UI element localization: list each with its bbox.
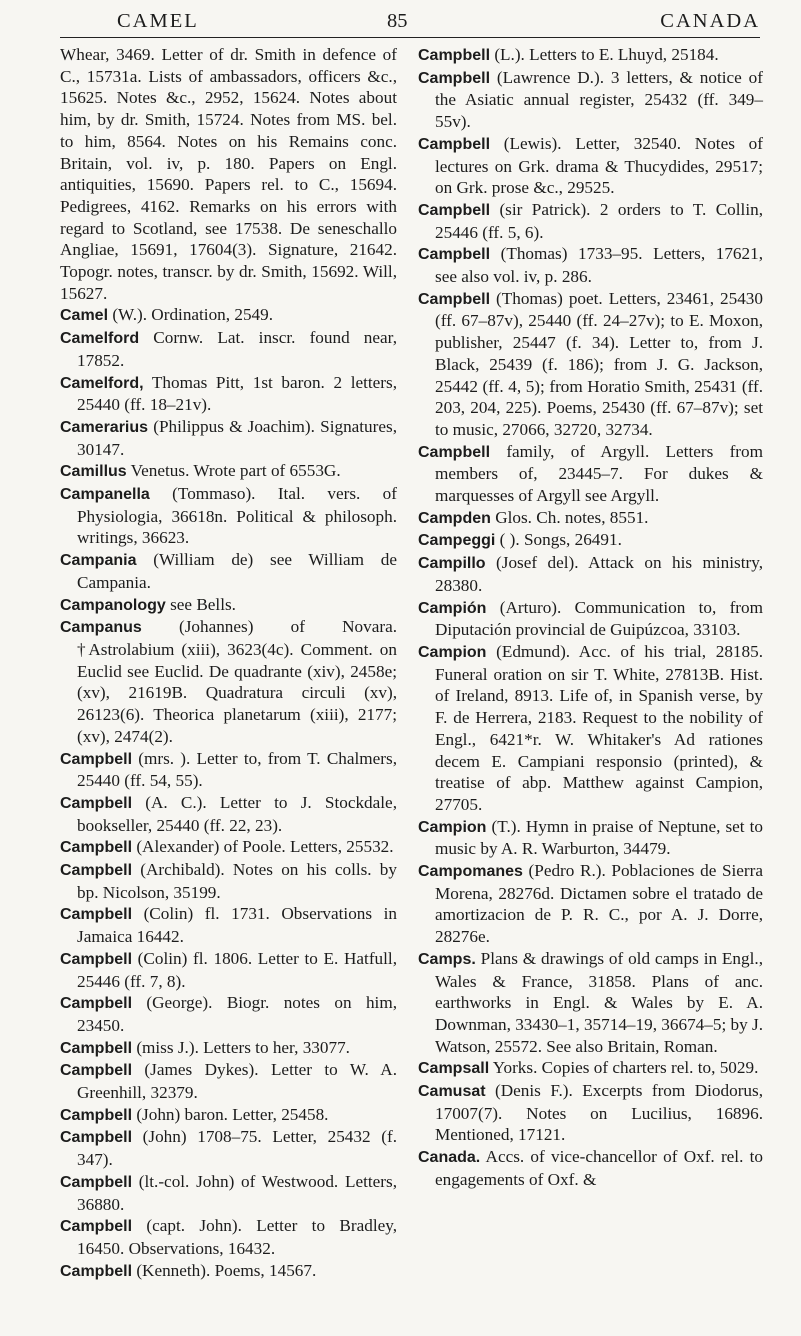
index-entry — [60, 859, 397, 903]
index-entry — [418, 1057, 763, 1080]
entry-headword: Campion — [418, 818, 487, 836]
left-column — [60, 44, 397, 1282]
index-entry — [60, 304, 397, 327]
entry-headword: Campbell — [60, 1039, 133, 1057]
entry-text: ( ). Songs, 26491. — [495, 530, 622, 550]
entry-headword: Campsall — [418, 1060, 490, 1078]
entry-headword: Campbell — [60, 1173, 133, 1191]
index-entry — [60, 549, 397, 593]
entry-headword: Campbell — [418, 246, 491, 264]
entry-headword: Campbell — [60, 995, 133, 1013]
entry-headword: Campbell — [60, 1062, 133, 1080]
entry-text: Glos. Ch. notes, 8551. — [490, 507, 649, 527]
index-entry — [60, 792, 397, 836]
entry-headword: Campbell — [418, 290, 491, 308]
entry-headword: Campbell — [418, 443, 491, 461]
header-left-word: CAMEL — [117, 10, 199, 32]
page-number: 85 — [387, 10, 408, 32]
entry-text: family, of Argyll. Letters from members of, 23445–7. For dukes & marquesses of Argyll see Argyll. — [435, 441, 763, 506]
entry-text: (Edmund). Acc. of his trial, 28185. Funeral oration on sir T. White, 27813B. Hist. of Ireland, 8913. Life of, in Spanish verse, by F. de Herrera, 2183. Request to the nobility of Engl., 6421*r. W. Whitaker's Ad rationes decem E. Campiani responsio (printed), & treatise of abp. Matthew against Campion, 27705. — [435, 641, 763, 814]
index-entry — [60, 836, 397, 859]
index-entry — [418, 529, 763, 552]
entry-headword: Campbell — [60, 906, 133, 924]
entry-headword: Campbell — [418, 69, 491, 87]
index-entry — [418, 1146, 763, 1190]
entry-headword: Camel — [60, 307, 109, 325]
entry-text: (Lewis). Letter, 32540. Notes of lectures on Grk. drama & Thucydides, 29517; on Grk. prose &c., 29525. — [435, 133, 763, 198]
entry-headword: Camps. — [418, 950, 476, 968]
entry-text: (T.). Hymn in praise of Neptune, set to music by A. R. Warburton, 34479. — [435, 816, 763, 859]
index-entry — [418, 507, 763, 530]
index-entry — [60, 416, 397, 460]
entry-headword: Campbell — [60, 950, 133, 968]
entry-headword: Campanus — [60, 619, 142, 637]
entry-text: (John) 1708–75. Letter, 25432 (f. 347). — [77, 1127, 397, 1170]
index-entry — [60, 1037, 397, 1060]
entry-text: (Thomas) 1733–95. Letters, 17621, see also vol. iv, p. 286. — [435, 244, 763, 287]
entry-text: (sir Patrick). 2 orders to T. Collin, 25446 (ff. 5, 6). — [435, 199, 763, 242]
index-entry — [418, 641, 763, 816]
index-entry — [60, 992, 397, 1036]
entry-text: Thomas Pitt, 1st baron. 2 letters, 25440 (ff. 18–21v). — [77, 372, 397, 415]
entry-text: Cornw. Lat. inscr. found near, 17852. — [77, 328, 397, 370]
entry-text: Whear, 3469. Letter of dr. Smith in defence of C., 15731a. Lists of ambassadors, officers &c., 15625. Notes &c., 2952, 15624. Notes about him, by dr. Smith, 15724. Notes from MS. bel. to him, 8564. Notes on his Remains conc. Britain, vol. iv, p. 180. Papers on Engl. antiquities, 15690. Papers rel. to C., 15694. Pedigrees, 4162. Remarks on his errors with regard to Scotland, see 17538. De seneschallo Angliae, 15691, 17604(3). Signature, 21642. Topogr. notes, transcr. by dr. Smith, 15692. Will, 15627. — [60, 45, 397, 303]
index-entry — [60, 327, 397, 371]
entry-headword: Campillo — [418, 555, 486, 573]
entry-headword: Campbell — [60, 794, 133, 812]
index-entry — [60, 1126, 397, 1170]
index-entry — [418, 860, 763, 948]
entry-text: Plans & drawings of old camps in Engl., Wales & France, 31858. Plans of anc. earthworks in Engl. & Wales by E. A. Downman, 33430–1, 35714–19, 36674–5; by J. Watson, 25572. See also Britain, Roman. — [435, 948, 763, 1056]
index-entry — [418, 552, 763, 596]
entry-text: (lt.-col. John) of Westwood. Letters, 36880. — [77, 1171, 397, 1214]
running-header — [60, 10, 760, 36]
entry-text: Yorks. Copies of charters rel. to, 5029. — [489, 1058, 759, 1078]
entry-headword: Campania — [60, 552, 137, 570]
index-entry — [418, 441, 763, 507]
entry-text: (Pedro R.). Poblaciones de Sierra Morena, 28276d. Dictamen sobre el tratado de amortizacion de P. R. C., por A. J. Dorre, 28276e. — [435, 861, 763, 947]
entry-text: (capt. John). Letter to Bradley, 16450. Observations, 16432. — [77, 1216, 397, 1258]
entry-text: (mrs. ). Letter to, from T. Chalmers, 25440 (ff. 54, 55). — [77, 748, 397, 791]
entry-headword: Campion — [418, 643, 487, 661]
entry-headword: Campanella — [60, 486, 150, 504]
entry-text: (Thomas) poet. Letters, 23461, 25430 (ff. 67–87v), 25440 (ff. 24–27v); to E. Moxon, publisher, 25447 (f. 34). Letter to, from J. Black, 25439 (f. 186); from J. G. Jackson, 25442 (ff. 4, 5); from Horatio Smith, 25431 (ff. 203, 204, 225). Poems, 25430 (ff. 67–87v); set to music, 27066, 32720, 32734. — [435, 288, 763, 439]
entry-text: (Philippus & Joachim). Signatures, 30147. — [77, 416, 397, 459]
entry-headword: Campbell — [418, 135, 491, 153]
index-entry — [60, 948, 397, 992]
right-column — [418, 44, 763, 1191]
index-entry — [418, 44, 763, 67]
entry-headword: Campbell — [60, 1218, 133, 1236]
entry-text: (John) baron. Letter, 25458. — [132, 1104, 329, 1124]
index-entry — [60, 44, 397, 304]
entry-headword: Canada. — [418, 1149, 481, 1167]
entry-text: (Johannes) of Novara. †Astrolabium (xiii), 3623(4c). Comment. on Euclid see Euclid. De quadrante (xiv), 2458e; (xv), 21619B. Quadratura circuli (xv), 26123(6). Theorica planetarum (xiii), 2177; (xv), 2474(2). — [77, 617, 397, 746]
index-entry — [60, 1260, 397, 1283]
entry-headword: Camerarius — [60, 418, 149, 436]
entry-text: (Alexander) of Poole. Letters, 25532. — [132, 837, 394, 857]
index-entry — [60, 616, 397, 747]
entry-headword: Campbell — [60, 1129, 133, 1147]
header-right-word: CANADA — [660, 10, 760, 32]
entry-headword: Camelford, — [60, 374, 144, 392]
index-entry — [418, 133, 763, 199]
index-entry — [60, 1104, 397, 1127]
entry-text: (George). Biogr. notes on him, 23450. — [77, 993, 397, 1035]
entry-headword: Campión — [418, 599, 487, 617]
index-entry — [418, 67, 763, 133]
entry-headword: Campden — [418, 509, 491, 527]
entry-text: (James Dykes). Letter to W. A. Greenhill, 32379. — [77, 1060, 397, 1103]
entry-text: (L.). Letters to E. Lhuyd, 25184. — [490, 45, 719, 64]
entry-text: (A. C.). Letter to J. Stockdale, bookseller, 25440 (ff. 22, 23). — [77, 792, 397, 835]
index-entry — [418, 1080, 763, 1146]
entry-headword: Camusat — [418, 1083, 486, 1101]
entry-headword: Campbell — [60, 1106, 133, 1124]
entry-headword: Camillus — [60, 463, 127, 481]
entry-headword: Campomanes — [418, 863, 523, 881]
index-entry — [60, 1215, 397, 1259]
entry-text: (Tommaso). Ital. vers. of Physiologia, 36618n. Political & philosoph. writings, 36623. — [77, 484, 397, 548]
entry-text: (Kenneth). Poems, 14567. — [132, 1260, 317, 1280]
header-rule — [60, 37, 760, 38]
index-entry — [60, 1059, 397, 1103]
entry-headword: Campbell — [60, 862, 133, 880]
entry-text: (Archibald). Notes on his colls. by bp. Nicolson, 35199. — [77, 860, 397, 902]
index-entry — [418, 948, 763, 1058]
index-entry — [418, 816, 763, 860]
entry-text: (Lawrence D.). 3 letters, & notice of the Asiatic annual register, 25432 (ff. 349–55v). — [435, 67, 763, 132]
index-entry — [60, 594, 397, 617]
entry-text: (miss J.). Letters to her, 33077. — [132, 1037, 350, 1057]
entry-headword: Campbell — [60, 1262, 133, 1280]
index-entry — [60, 1171, 397, 1215]
entry-text: (Colin) fl. 1731. Observations in Jamaica 16442. — [77, 904, 397, 947]
index-entry — [418, 243, 763, 287]
entry-headword: Campeggi — [418, 532, 496, 550]
entry-text: (William de) see William de Campania. — [77, 550, 397, 592]
entry-headword: Camelford — [60, 330, 140, 348]
entry-text: (Colin) fl. 1806. Letter to E. Hatfull, 25446 (ff. 7, 8). — [77, 948, 397, 991]
entry-text: (Josef del). Attack on his ministry, 28380. — [435, 553, 763, 595]
entry-headword: Campbell — [60, 750, 133, 768]
entry-text: (Arturo). Communication to, from Diputación provincial de Guipúzcoa, 33103. — [435, 597, 763, 640]
entry-headword: Campbell — [418, 47, 491, 64]
index-entry — [60, 372, 397, 416]
entry-headword: Campbell — [60, 839, 133, 857]
index-entry — [418, 597, 763, 641]
entry-text: (W.). Ordination, 2549. — [108, 305, 274, 325]
index-entry — [418, 288, 763, 441]
entry-text: see Bells. — [165, 594, 236, 614]
index-entry — [60, 483, 397, 549]
entry-headword: Campanology — [60, 596, 166, 614]
entry-text: Venetus. Wrote part of 6553G. — [126, 461, 341, 481]
entry-text: Accs. of vice-chancellor of Oxf. rel. to engagements of Oxf. & — [435, 1147, 763, 1189]
index-entry — [418, 199, 763, 243]
index-entry — [60, 903, 397, 947]
index-entry — [60, 460, 397, 483]
entry-headword: Campbell — [418, 201, 491, 219]
index-entry — [60, 748, 397, 792]
entry-text: (Denis F.). Excerpts from Diodorus, 17007(7). Notes on Lucilius, 16896. Mentioned, 17121. — [435, 1081, 763, 1145]
